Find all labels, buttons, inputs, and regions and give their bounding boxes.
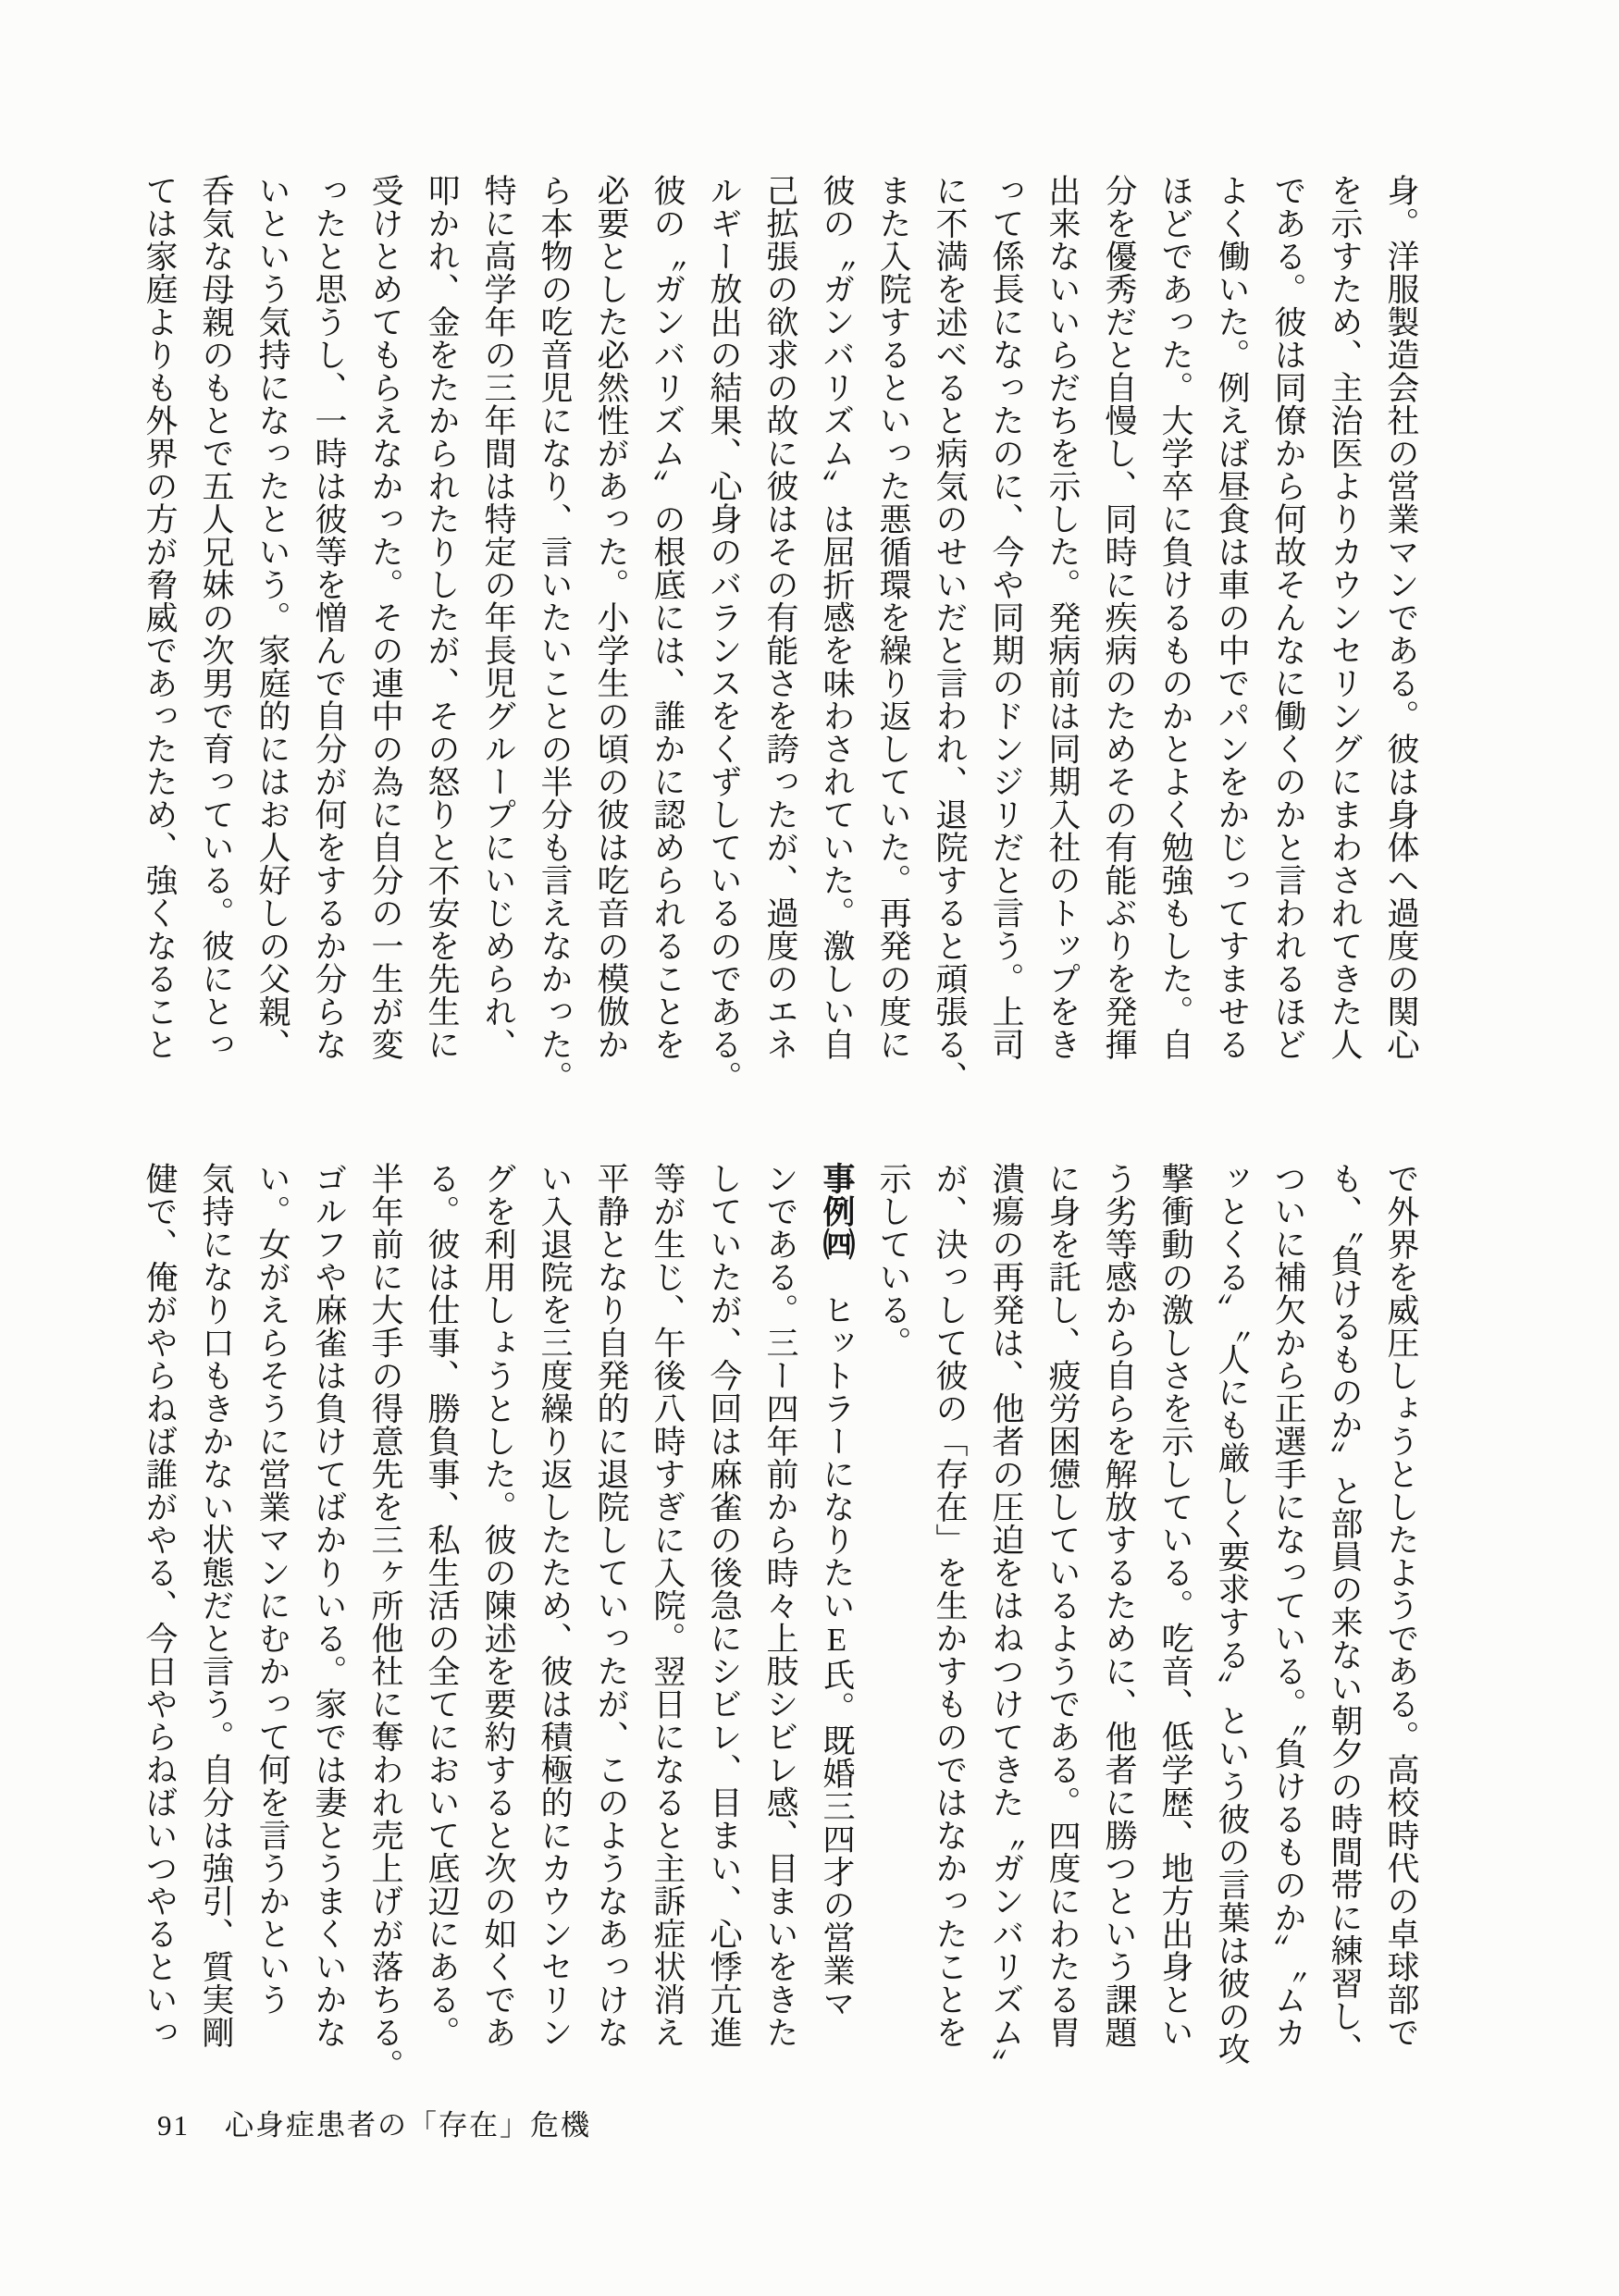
text-column: に身を託し、疲労困憊しているようである。四度にわたる胃 <box>1044 1162 1081 2049</box>
text-column: ルギー放出の結果、心身のバランスをくずしているのである。 <box>706 174 742 1093</box>
text-column: 撃衝動の激しさを示している。吃音、低学歴、地方出身とい <box>1157 1162 1193 2049</box>
text-column: い。女がえらそうに営業マンにむかって何を言うかという <box>254 1162 290 2016</box>
text-column: ったと思うし、一時は彼等を憎んで自分が何をするか分らな <box>311 174 347 1061</box>
text-column: 半年前に大手の得意先を三ヶ所他社に奪われ売上げが落ちる。 <box>367 1162 403 2081</box>
text-column: ては家庭よりも外界の方が脅威であったため、強くなること <box>142 174 178 1061</box>
text-column: 彼の〝ガンバリズム〟の根底には、誰かに認められることを <box>649 174 686 1061</box>
text-block-top <box>131 174 1429 1093</box>
running-title: 心身症患者の「存在」危機 <box>225 2109 591 2142</box>
text-column: 事例㈣ ヒットラーになりたいE氏。既婚三四才の営業マ <box>819 1162 855 2019</box>
text-block-bottom <box>131 1162 1429 2081</box>
text-column: を示すため、主治医よりカウンセリングにまわされてきた人 <box>1327 174 1363 1061</box>
page-footer <box>157 2102 591 2143</box>
text-column: ンである。三ー四年前から時々上肢シビレ感、目まいをきた <box>762 1162 798 2049</box>
text-column: ついに補欠から正選手になっている。〝負けるものか〟〝ムカ <box>1270 1162 1306 2049</box>
text-column: 呑気な母親のもとで五人兄妹の次男で育っている。彼にとっ <box>198 174 234 1061</box>
text-column: グを利用しょうとした。彼の陳述を要約すると次の如くであ <box>480 1162 516 2049</box>
text-column: よく働いた。例えば昼食は車の中でパンをかじってすませる <box>1214 174 1250 1061</box>
text-column: 叩かれ、金をたかられたりしたが、その怒りと不安を先生に <box>424 174 460 1061</box>
text-column: 己拡張の欲求の故に彼はその有能さを誇ったが、過度のエネ <box>762 174 798 1061</box>
text-column: う劣等感から自らを解放するために、他者に勝つという課題 <box>1101 1162 1137 2049</box>
text-column: る。彼は仕事、勝負事、私生活の全てにおいて底辺にある。 <box>424 1162 460 2049</box>
text-column: である。彼は同僚から何故そんなに働くのかと言われるほど <box>1270 174 1306 1061</box>
text-column: 示している。 <box>875 1162 911 1359</box>
text-column: 分を優秀だと自慢し、同時に疾病のためその有能ぶりを発揮 <box>1101 174 1137 1061</box>
page-number: 91 <box>157 2109 190 2142</box>
text-column: ほどであった。大学卒に負けるものかとよく勉強もした。自 <box>1157 174 1193 1061</box>
text-column: 等が生じ、午後八時すぎに入院。翌日になると主訴症状消え <box>649 1162 686 2049</box>
text-column: 特に高学年の三年間は特定の年長児グループにいじめられ、 <box>480 174 516 1061</box>
text-column: 受けとめてもらえなかった。その連中の為に自分の一生が変 <box>367 174 403 1061</box>
text-column: 潰瘍の再発は、他者の圧迫をはねつけてきた〝ガンバリズム〟 <box>988 1162 1024 2081</box>
text-column: が、決っして彼の「存在」を生かすものではなかったことを <box>932 1162 968 2049</box>
text-column: ら本物の吃音児になり、言いたいことの半分も言えなかった。 <box>537 174 573 1093</box>
text-column: 出来ないいらだちを示した。発病前は同期入社のトップをき <box>1044 174 1081 1061</box>
text-column: 必要とした必然性があった。小学生の頃の彼は吃音の模倣か <box>593 174 629 1061</box>
text-column: も、〝負けるものか〟と部員の来ない朝夕の時間帯に練習し、 <box>1327 1162 1363 2066</box>
text-column: いという気持になったという。家庭的にはお人好しの父親、 <box>254 174 290 1061</box>
text-column: また入院するといった悪循環を繰り返していた。再発の度に <box>875 174 911 1061</box>
text-column: 気持になり口もきかない状態だと言う。自分は強引、質実剛 <box>198 1162 234 2049</box>
text-column: って係長になったのに、今や同期のドンジリだと言う。上司 <box>988 174 1024 1061</box>
case-heading: 事例㈣ <box>819 1162 855 1261</box>
text-column: で外界を威圧しょうとしたようである。高校時代の卓球部で <box>1383 1162 1419 2049</box>
text-column: 身。洋服製造会社の営業マンである。彼は身体へ過度の関心 <box>1383 174 1419 1061</box>
text-column: ゴルフや麻雀は負けてばかりいる。家では妻とうまくいかな <box>311 1162 347 2049</box>
text-column: していたが、今回は麻雀の後急にシビレ、目まい、心悸亢進 <box>706 1162 742 2049</box>
text-column: 平静となり自発的に退院していったが、このようなあっけな <box>593 1162 629 2049</box>
text-column: 彼の〝ガンバリズム〟は屈折感を味わされていた。激しい自 <box>819 174 855 1061</box>
text-column: ッとくる〟〝人にも厳しく要求する〟という彼の言葉は彼の攻 <box>1214 1162 1250 2066</box>
text-column: 健で、俺がやらねば誰がやる、今日やらねばいつやるといっ <box>142 1162 178 2049</box>
text-column: に不満を述べると病気のせいだと言われ、退院すると頑張る、 <box>932 174 968 1093</box>
text-column: い入退院を三度繰り返したため、彼は積極的にカウンセリン <box>537 1162 573 2049</box>
